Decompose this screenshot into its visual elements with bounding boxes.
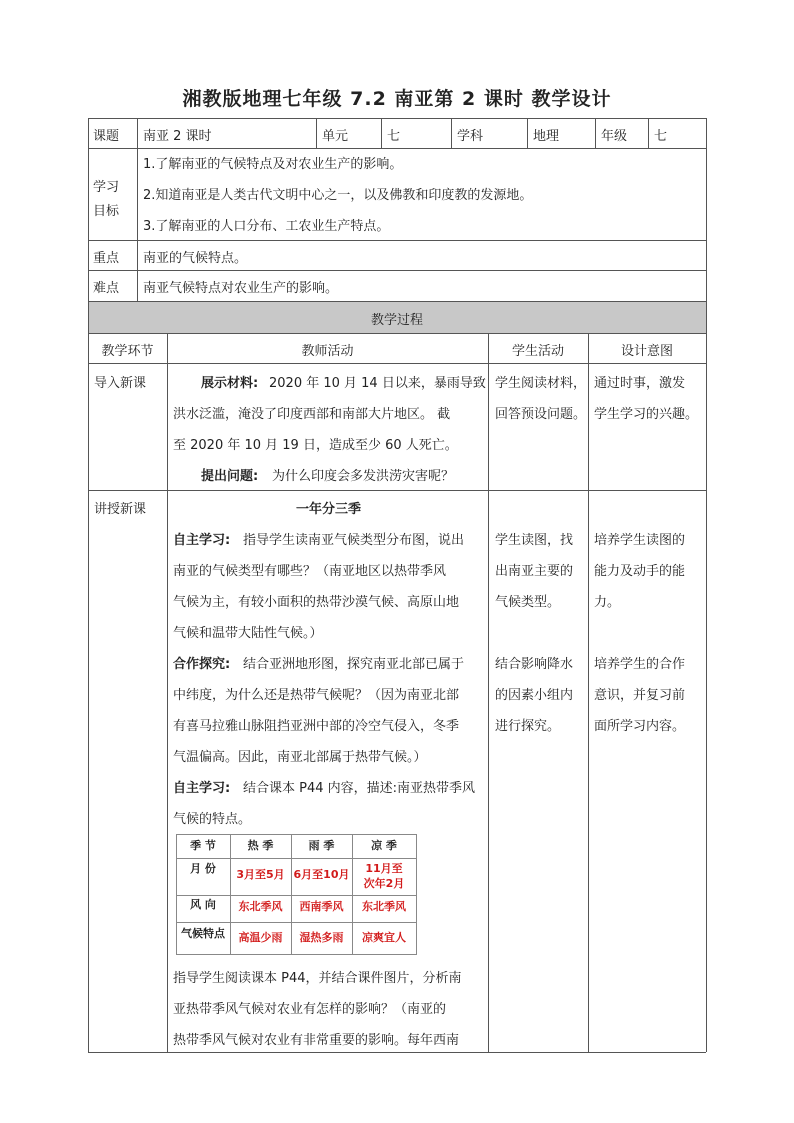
- value-grade: 七: [654, 129, 668, 144]
- table-line: [88, 490, 706, 491]
- page-title: 湘教版地理七年级 7.2 南亚第 2 课时 教学设计: [182, 88, 612, 110]
- season-cell: 西南季风: [299, 900, 344, 913]
- self-study2-line: 结合课本 P44 内容，描述:南亚热带季风: [243, 781, 476, 796]
- objective-item: 1.了解南亚的气候特点及对农业生产的影响。: [143, 157, 403, 172]
- season-cell: 湿热多雨: [299, 931, 344, 944]
- coop-line: 中纬度，为什么还是热带气候呢？（因为南亚北部: [173, 688, 460, 703]
- table-line: [588, 333, 589, 1052]
- lecture-intent: 能力及动手的能: [594, 564, 686, 579]
- lecture-student: 气候类型。: [495, 595, 561, 610]
- table-line: [88, 240, 706, 241]
- lecture-student: 进行探究。: [495, 719, 561, 734]
- intro-material-line: 洪水泛滥，淹没了印度西部和南部大片地区。 截: [173, 407, 451, 422]
- table-line: [88, 270, 706, 271]
- value-unit: 七: [387, 129, 401, 144]
- table-line: [88, 301, 706, 302]
- intro-material-line: 至 2020 年 10 月 19 日，造成至少 60 人死亡。: [173, 438, 458, 453]
- self-study-line: 南亚的气候类型有哪些？（南亚地区以热带季风: [173, 564, 447, 579]
- season-header: 凉 季: [371, 839, 397, 852]
- season-table-line: [176, 954, 417, 955]
- lecture-intent: 培养学生的合作: [594, 657, 686, 672]
- table-line: [88, 363, 706, 364]
- season-table: [176, 834, 417, 955]
- table-line: [595, 118, 596, 148]
- col-student: 学生活动: [511, 344, 564, 359]
- key-point-value: 南亚的气候特点。: [143, 251, 248, 266]
- value-course: 南亚 2 课时: [143, 129, 212, 144]
- intro-material-line: 2020 年 10 月 14 日以来，暴雨导致: [269, 376, 486, 391]
- season-header: 热 季: [247, 839, 274, 852]
- season-row-label: 月 份: [190, 862, 216, 875]
- label-subject: 学科: [457, 129, 484, 144]
- col-intent: 设计意图: [620, 344, 673, 359]
- season-header: 季 节: [190, 839, 216, 852]
- season-cell: 次年2月: [363, 877, 405, 890]
- table-line: [316, 118, 317, 148]
- key-point-label: 重点: [93, 251, 120, 266]
- table-line: [88, 1052, 706, 1053]
- self-study2-line: 气候的特点。: [173, 812, 252, 827]
- season-cell: 高温少雨: [238, 931, 283, 944]
- intro-question-label: 提出问题:: [201, 469, 259, 484]
- self-study-label: 自主学习:: [173, 533, 231, 548]
- lecture-intent: 面所学习内容。: [594, 719, 686, 734]
- season-cell: 凉爽宜人: [362, 931, 406, 944]
- intro-student: 回答预设问题。: [495, 407, 587, 422]
- lecture-student: 的因素小组内: [495, 688, 574, 703]
- coop-label: 合作探究:: [173, 657, 231, 672]
- intro-intent: 通过时事，激发: [594, 376, 686, 391]
- table-line: [648, 118, 649, 148]
- table-line: [88, 148, 706, 149]
- difficulty-label: 难点: [93, 281, 120, 296]
- table-line: [488, 333, 489, 1052]
- season-cell: 东北季风: [238, 900, 283, 913]
- season-cell: 东北季风: [362, 900, 406, 913]
- lecture-student: 学生读图，找: [495, 533, 574, 548]
- label-unit: 单元: [322, 129, 349, 144]
- table-line: [706, 118, 707, 1052]
- table-line: [88, 118, 89, 1052]
- coop-line: 有喜马拉雅山脉阻挡亚洲中部的冷空气侵入，冬季: [173, 719, 460, 734]
- process-header: 教学过程: [370, 313, 423, 328]
- intro-student: 学生阅读材料，: [495, 376, 587, 391]
- guide-line: 热带季风气候对农业有非常重要的影响。每年西南: [173, 1033, 460, 1048]
- intro-intent: 学生学习的兴趣。: [594, 407, 699, 422]
- intro-stage: 导入新课: [94, 376, 147, 391]
- table-line: [451, 118, 452, 148]
- guide-line: 指导学生阅读课本 P44，并结合课件图片，分析南: [173, 971, 462, 986]
- season-row-label: 气候特点: [181, 927, 225, 940]
- col-stage: 教学环节: [101, 344, 154, 359]
- value-subject: 地理: [533, 129, 560, 144]
- intro-material-label: 展示材料:: [201, 376, 259, 391]
- table-line: [88, 118, 706, 119]
- table-line: [88, 333, 706, 334]
- lecture-student: 结合影响降水: [495, 657, 574, 672]
- lecture-student: 出南亚主要的: [495, 564, 574, 579]
- lecture-stage: 讲授新课: [94, 502, 147, 517]
- self-study-line: 气候为主，有较小面积的热带沙漠气候、高原山地: [173, 595, 460, 610]
- lecture-intent: 力。: [594, 595, 621, 610]
- self-study2-label: 自主学习:: [173, 781, 231, 796]
- season-header: 雨 季: [308, 839, 335, 852]
- label-grade: 年级: [601, 129, 628, 144]
- objectives-label-2: 目标: [93, 204, 120, 219]
- self-study-line: 气候和温带大陆性气候。）: [173, 626, 323, 641]
- lecture-intent: 培养学生读图的: [594, 533, 686, 548]
- table-line: [137, 118, 138, 301]
- objective-item: 3.了解南亚的人口分布、工农业生产特点。: [143, 219, 390, 234]
- coop-line: 气温偏高。因此，南亚北部属于热带气候。）: [173, 750, 427, 765]
- table-line: [381, 118, 382, 148]
- season-table-line: [176, 834, 417, 835]
- col-teacher: 教师活动: [301, 344, 354, 359]
- season-table-line: [176, 858, 417, 859]
- season-cell: 11月至: [365, 862, 403, 875]
- objective-item: 2.知道南亚是人类古代文明中心之一，以及佛教和印度教的发源地。: [143, 188, 533, 203]
- label-course: 课题: [93, 129, 120, 144]
- guide-line: 亚热带季风气候对农业有怎样的影响？（南亚的: [173, 1002, 447, 1017]
- coop-line: 结合亚洲地形图，探究南亚北部已属于: [243, 657, 465, 672]
- season-cell: 3月至5月: [236, 868, 285, 881]
- season-table-line: [176, 922, 417, 923]
- difficulty-value: 南亚气候特点对农业生产的影响。: [143, 281, 339, 296]
- season-table-line: [176, 895, 417, 896]
- season-cell: 6月至10月: [293, 868, 350, 881]
- season-row-label: 风 向: [190, 898, 216, 911]
- season-table-line: [416, 834, 417, 955]
- intro-question-text: 为什么印度会多发洪涝灾害呢？: [272, 469, 455, 484]
- table-line: [167, 333, 168, 1052]
- objectives-label-1: 学习: [93, 180, 120, 195]
- table-line: [527, 118, 528, 148]
- self-study-line: 指导学生读南亚气候类型分布图，说出: [243, 533, 465, 548]
- lecture-intent: 意识，并复习前: [594, 688, 686, 703]
- lecture-section-title: 一年分三季: [296, 502, 362, 517]
